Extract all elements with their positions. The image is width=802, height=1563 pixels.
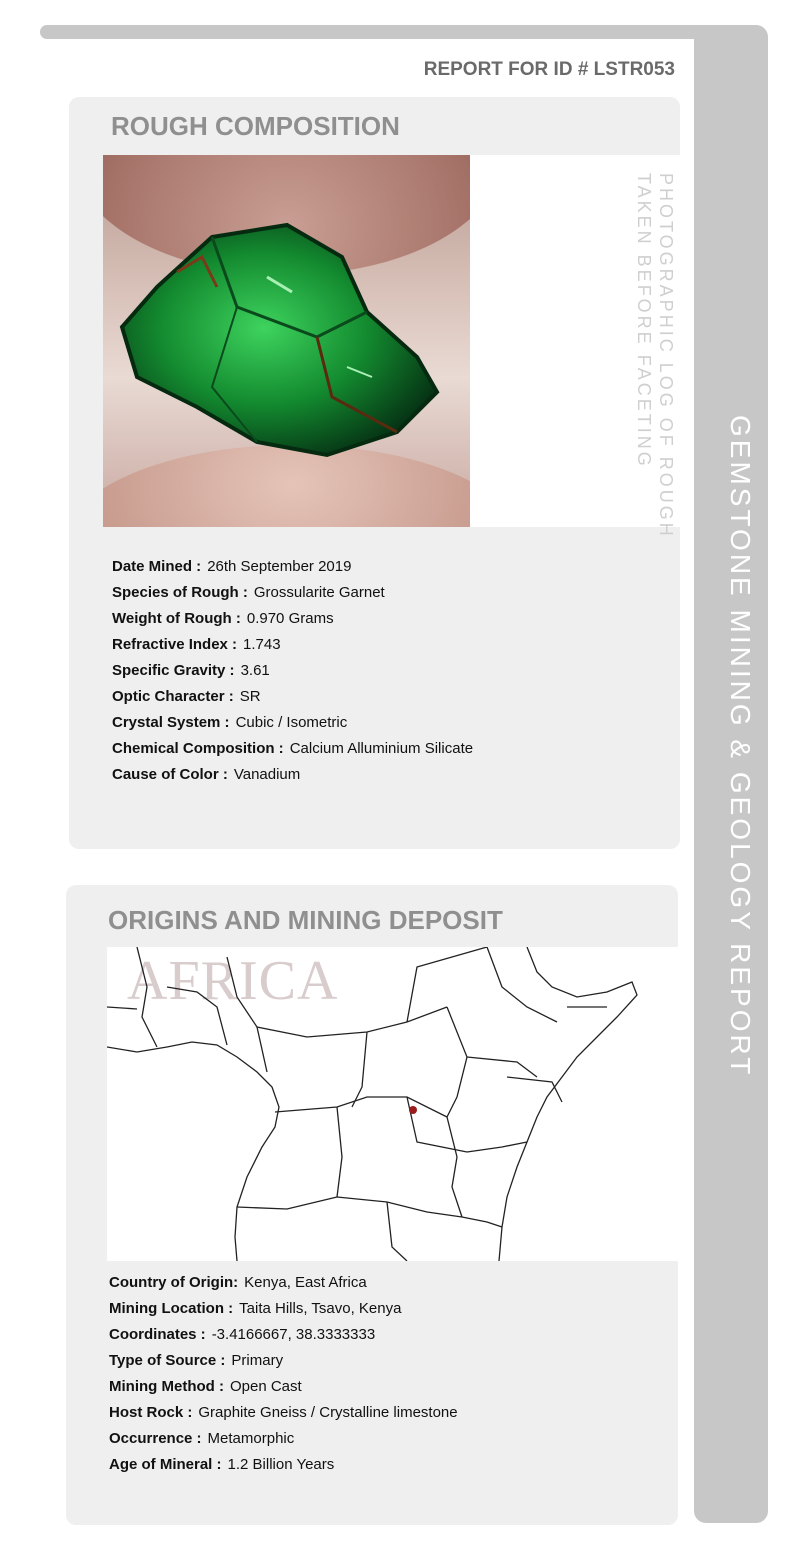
field-cause-of-color: Cause of Color : Vanadium (112, 766, 301, 783)
field-mining-method: Mining Method : Open Cast (109, 1378, 302, 1395)
origins-fields (109, 1270, 458, 1478)
field-coordinates: Coordinates : -3.4166667, 38.3333333 (109, 1326, 376, 1343)
rough-composition-title: ROUGH COMPOSITION (111, 111, 400, 141)
photo-caption-line-1: PHOTOGRAPHIC LOG OF ROUGH (656, 173, 676, 539)
field-country-of-origin: Country of Origin: Kenya, East Africa (109, 1274, 367, 1291)
field-type-of-source: Type of Source : Primary (109, 1352, 284, 1369)
side-title-container (694, 415, 768, 1105)
field-crystal-system: Crystal System : Cubic / Isometric (112, 714, 348, 731)
rough-composition-panel (69, 97, 680, 849)
field-occurrence: Occurrence : Metamorphic (109, 1430, 295, 1447)
africa-map (107, 947, 678, 1261)
field-refractive-index: Refractive Index : 1.743 (112, 636, 281, 653)
field-optic-character: Optic Character : SR (112, 688, 261, 705)
rough-fields (112, 554, 473, 788)
photo-caption-line-2: TAKEN BEFORE FACETING (634, 173, 654, 469)
side-title: GEMSTONE MINING & GEOLOGY REPORT (725, 415, 756, 1078)
field-species: Species of Rough : Grossularite Garnet (112, 584, 385, 601)
field-chemical-composition: Chemical Composition : Calcium Alluminium Silicate (112, 740, 474, 757)
origins-title: ORIGINS AND MINING DEPOSIT (108, 905, 503, 935)
green-garnet-rough (117, 217, 447, 467)
field-age-of-mineral: Age of Mineral : 1.2 Billion Years (109, 1456, 335, 1473)
field-mining-location: Mining Location : Taita Hills, Tsavo, Kenya (109, 1300, 402, 1317)
report-id: REPORT FOR ID # LSTR053 (423, 59, 675, 80)
field-date-mined: Date Mined : 26th September 2019 (112, 558, 352, 575)
map-label: AFRICA (127, 950, 339, 1012)
kenya-location-marker (409, 1106, 417, 1114)
field-weight: Weight of Rough : 0.970 Grams (112, 610, 334, 627)
field-host-rock: Host Rock : Graphite Gneiss / Crystalline limestone (109, 1404, 458, 1421)
origins-panel (66, 885, 678, 1525)
top-header-bar (40, 25, 755, 39)
rough-photo-area (103, 155, 680, 539)
africa-map-outline (107, 947, 678, 1261)
field-specific-gravity: Specific Gravity : 3.61 (112, 662, 270, 679)
rough-gem-photo (103, 155, 470, 527)
